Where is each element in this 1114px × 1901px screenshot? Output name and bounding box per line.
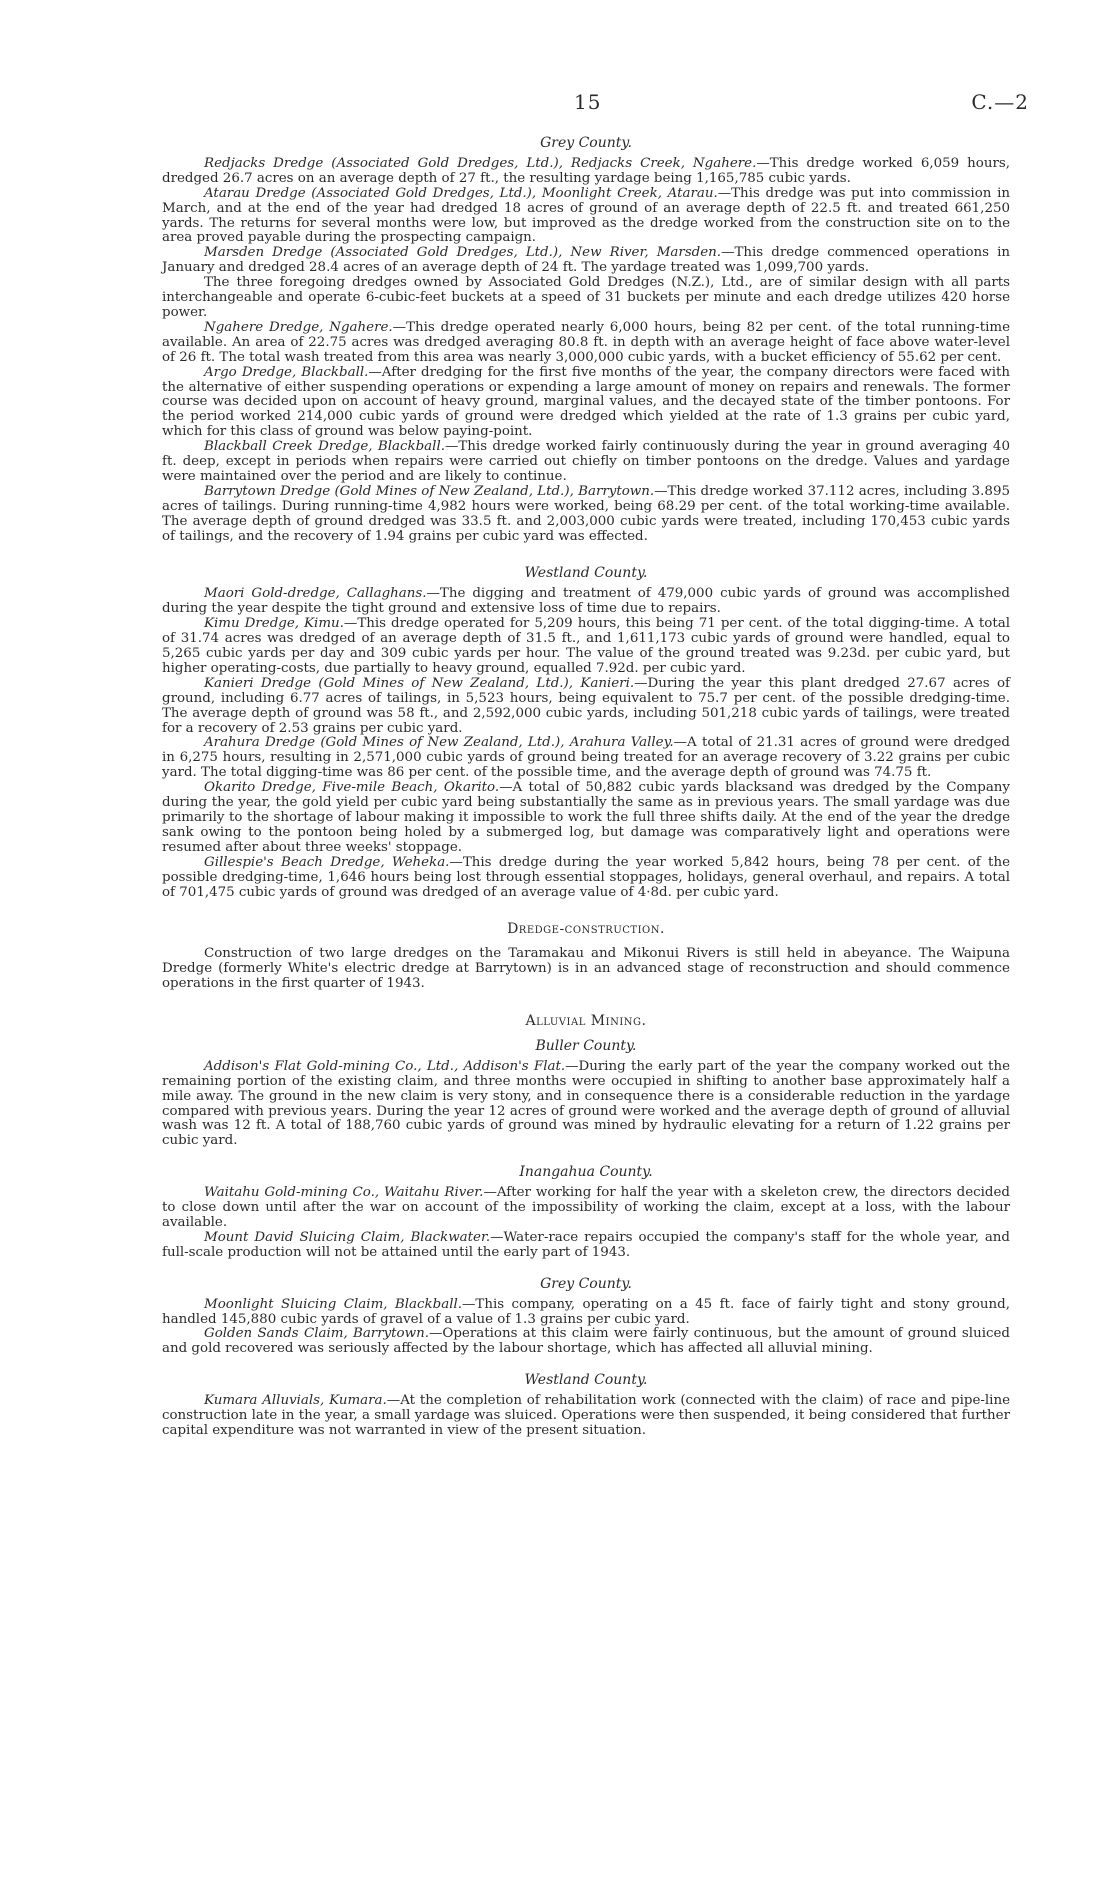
paragraph <box>162 856 1010 901</box>
paragraph-text: —After dredging for the first five months of the year, the company directors were faced with the alternative of either suspending operations or expending a large amount of money on repairs and renewals. The former course was decided upon on account of heavy ground, marginal values, and the decayed state of the timber pontoons. For the period worked 214,000 cubic yards of ground were dredged which yielded at the rate of 1.3 grains per cubic yard, which for this class of ground was below paying-point. <box>162 364 1010 440</box>
paragraph <box>162 1394 1010 1439</box>
paragraph-text: —This dredge worked 6,059 hours, dredged 26.7 acres on an average depth of 27 ft., the resulting yardage being 1,165,785 cubic yards. <box>162 155 1010 186</box>
paragraph-text: —During the year this plant dredged 27.67 acres of ground, including 6.77 acres of tailings, in 5,523 hours, being equivalent to 75.7 per cent. of the possible dredging-time. The average depth of ground was 58 ft., and 2,592,000 cubic yards, including 501,218 cubic yards of tailings, were treated for a recovery of 2.53 grains per cubic yard. <box>162 675 1010 736</box>
paragraph <box>162 187 1010 247</box>
paragraph <box>162 485 1010 545</box>
paragraph-text: —A total of 50,882 cubic yards blacksand was dredged by the Company during the year, the gold yield per cubic yard being substantially the same as in previous years. The small yardage was due primarily to the shortage of labour making it impossible to work the full three shifts daily. At the end of the year the dredge sank owing to the pontoon being holed by a submerged log, but damage was comparatively light and operations were resumed after about three weeks' stoppage. <box>162 780 1010 855</box>
paragraph <box>162 321 1010 366</box>
heading-dredge-construction: Dredge-construction. <box>507 921 665 938</box>
paragraph <box>162 1231 1010 1261</box>
paragraph-text: The three foregoing dredges owned by Associated Gold Dredges (N.Z.), Ltd., are of similar design with all parts interchangeable and operate 6-cubic-feet buckets at a speed of 31 buckets per minute and each dredge utilizes 420 horse power. <box>162 275 1010 320</box>
paragraph-title: Mount David Sluicing Claim, Blackwater. <box>204 1229 491 1245</box>
paragraph <box>162 1327 1010 1357</box>
paragraph-title: Ngahere Dredge, Ngahere. <box>204 319 393 335</box>
paragraph-group <box>162 157 1010 545</box>
paragraph-title: Kimu Dredge, Kimu. <box>204 616 344 632</box>
paragraph <box>162 366 1010 441</box>
paragraph-text: —After working for half the year with a skeleton crew, the directors decided to close down until after the war on account of the impossibility of working the claim, except at a loss, with the labour available. <box>162 1185 1011 1230</box>
paragraph <box>162 1060 1010 1149</box>
paragraph <box>162 1298 1010 1328</box>
paragraph-text: —The digging and treatment of 479,000 cubic yards of ground was accomplished during the year despite the tight ground and extensive loss of time due to repairs. <box>162 586 1010 617</box>
paragraph: Construction of two large dredges on the Taramakau and Mikonui Rivers is still held in abeyance. The Waipuna Dredge (formerly White's electric dredge at Barrytown) is in an advanced stage of reconstruction and should commence operations in the first quarter of 1943. <box>162 946 1010 992</box>
heading-westland-county: Westland County. <box>524 565 648 582</box>
paragraph-text: —During the early part of the year the company worked out the remaining portion of the existing claim, and three months were occupied in shifting to another base approximately half a mile away. The ground in the new claim is very stony, and in consequence there is a considerable reduction in the yardage compared with previous years. During the year 12 acres of ground were worked and the average depth of ground of alluvial wash was 12 ft. A total of 188,760 cubic yards of ground was mined by hydraulic elevating for a return of 1.22 grains per cubic yard. <box>162 1058 1010 1149</box>
paragraph-title: Addison's Flat Gold-mining Co., Ltd., Addison's Flat. <box>204 1058 566 1074</box>
paragraph-title: Arahura Dredge (Gold Mines of New Zealand, Ltd.), Arahura Valley. <box>204 735 674 751</box>
paragraph <box>162 677 1010 737</box>
paragraph-text: —This dredge operated for 5,209 hours, this being 71 per cent. of the total digging-time. A total of 31.74 acres was dredged of an average depth of 31.5 ft., and 1,611,173 cubic yards of ground were handled, equal to 5,265 cubic yards per day and 309 cubic yards per hour. The value of the ground treated was 9.23d. per cubic yard, but higher operating-costs, due partially to heavy ground, equalled 7.92d. per cubic yard. <box>162 616 1010 676</box>
paragraph-title: Okarito Dredge, Five-mile Beach, Okarito. <box>204 780 500 796</box>
paragraph-text: —This company, operating on a 45 ft. face of fairly tight and stony ground, handled 145,880 cubic yards of gravel of a value of 1.3 grains per cubic yard. <box>162 1296 1010 1327</box>
paragraph-text: —This dredge operated nearly 6,000 hours, being 82 per cent. of the total running-time available. An area of 22.75 acres was dredged averaging 80.8 ft. in depth with an average height of face above water-level of 26 ft. The total wash treated from this area was nearly 3,000,000 cubic yards, with a bucket efficiency of 55.62 per cent. <box>162 319 1010 365</box>
paragraph-text: —This dredge was put into commission in March, and at the end of the year had dredged 18 acres of ground of an average depth of 22.5 ft. and treated 661,250 yards. The returns for several months were low, but improved as the dredge worked from the construction site on to the area proved payable during the prospecting campaign. <box>162 185 1010 246</box>
paragraph-title: Redjacks Dredge (Associated Gold Dredges, Ltd.), Redjacks Creek, Ngahere. <box>204 155 757 171</box>
paragraph <box>162 246 1010 276</box>
paragraph-group <box>162 1060 1010 1149</box>
paragraph-group <box>162 1298 1010 1358</box>
paragraph-text: —This dredge commenced operations in January and dredged 28.4 acres of an average depth of 24 ft. The yardage treated was 1,099,700 yards. <box>162 245 1010 276</box>
paragraph <box>162 1186 1010 1231</box>
paragraph-title: Golden Sands Claim, Barrytown. <box>204 1326 429 1342</box>
paragraph-group <box>162 587 1010 900</box>
paragraph-text: —A total of 21.31 acres of ground were dredged in 6,275 hours, resulting in 2,571,000 cubic yards of ground being treated for an average recovery of 3.22 grains per cubic yard. The total digging-time was 86 per cent. of the possible time, and the average depth of ground was 74.75 ft. <box>162 735 1011 781</box>
heading-grey-county-alluvial: Grey County. <box>540 1275 632 1292</box>
heading-buller-county: Buller County. <box>535 1037 637 1054</box>
paragraph-title: Maori Gold-dredge, Callaghans. <box>204 586 427 602</box>
paragraph-title: Barrytown Dredge (Gold Mines of New Zealand, Ltd.), Barrytown. <box>204 483 655 499</box>
paragraph-title: Gillespie's Beach Dredge, Weheka. <box>204 854 450 870</box>
paragraph-text: —This dredge worked fairly continuously during the year in ground averaging 40 ft. deep, except in periods when repairs were carried out chiefly on timber pontoons on the dredge. Values and yardage were maintained over the period and are likely to continue. <box>162 439 1010 484</box>
paragraph-text: —This dredge worked 37.112 acres, including 3.895 acres of tailings. During running-time 4,982 hours were worked, being 68.29 per cent. of the total working-time available. The average depth of ground dredged was 33.5 ft. and 2,003,000 cubic yards were treated, including 170,453 cubic yards of tailings, and the recovery of 1.94 grains per cubic yard was effected. <box>162 483 1010 544</box>
paragraph-text: —Operations at this claim were fairly continuous, but the amount of ground sluiced and gold recovered was seriously affected by the labour shortage, which has affected all alluvial mining. <box>162 1326 1010 1357</box>
paragraph <box>162 781 1010 856</box>
paragraph-title: Blackball Creek Dredge, Blackball. <box>204 439 445 455</box>
paragraph-text: —This dredge during the year worked 5,842 hours, being 78 per cent. of the possible dredging-time, 1,646 hours being lost through essential stoppages, holidays, general overhaul, and repairs. A total of 701,475 cubic yards of ground was dredged of an average value of 4·8d. per cubic yard. <box>162 854 1010 900</box>
paragraph <box>162 276 1010 321</box>
paragraph <box>162 617 1010 677</box>
paragraph-title: Kumara Alluvials, Kumara. <box>204 1393 387 1409</box>
paragraph-title: Kanieri Dredge (Gold Mines of New Zealand, Ltd.), Kanieri. <box>204 675 635 691</box>
paragraph-title: Waitahu Gold-mining Co., Waitahu River. <box>204 1185 484 1201</box>
paragraph-title: Argo Dredge, Blackball. <box>204 364 369 380</box>
paragraph-title: Atarau Dredge (Associated Gold Dredges, Ltd.), Moonlight Creek, Atarau. <box>204 185 718 201</box>
heading-inangahua-county: Inangahua County. <box>519 1164 653 1181</box>
paragraph <box>162 440 1010 485</box>
heading-westland-county-alluvial: Westland County. <box>524 1372 648 1389</box>
paragraph-text: —At the completion of rehabilitation work (connected with the claim) of race and pipe-line construction late in the year, a small yardage was sluiced. Operations were then suspended, it being considered that further capital expenditure was not warranted in view of the present situation. <box>162 1393 1011 1438</box>
paragraph-group <box>162 1186 1010 1261</box>
page-body <box>162 136 1010 1439</box>
paragraph <box>162 587 1010 617</box>
paragraph-group <box>162 1394 1010 1439</box>
paragraph <box>162 736 1010 781</box>
heading-grey-county: Grey County. <box>540 135 632 151</box>
document-reference: C.—2 <box>971 90 1029 114</box>
paragraph-text: —Water-race repairs occupied the company's staff for the whole year, and full-scale production will not be attained until the early part of 1943. <box>162 1229 1010 1260</box>
paragraph <box>162 157 1010 187</box>
paragraph-title: Moonlight Sluicing Claim, Blackball. <box>204 1296 463 1312</box>
paragraph-title: Marsden Dredge (Associated Gold Dredges, Ltd.), New River, Marsden. <box>204 245 722 261</box>
page-number: 15 <box>574 90 602 114</box>
heading-alluvial-mining: Alluvial Mining. <box>525 1013 647 1030</box>
